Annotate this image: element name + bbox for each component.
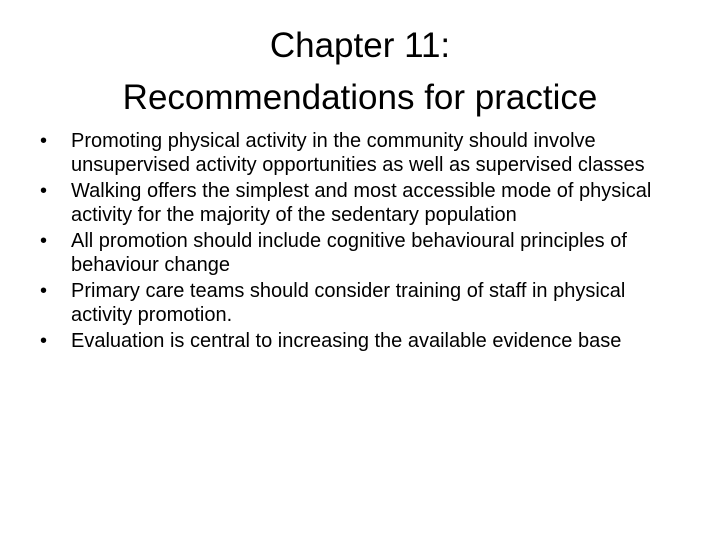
bullet-dot-icon: •	[40, 330, 48, 352]
slide-title	[36, 20, 684, 124]
bullet-text: Promoting physical activity in the community should involve unsupervised activity opportunities as well as supervised classes	[71, 130, 645, 176]
bullet-item	[36, 329, 686, 353]
bullet-text: Walking offers the simplest and most accessible mode of physical activity for the majority of the sedentary population	[71, 180, 652, 226]
bullet-dot-icon: •	[40, 280, 48, 302]
title-line-2: Recommendations for practice	[122, 78, 598, 117]
bullet-text: All promotion should include cognitive behavioural principles of behaviour change	[71, 230, 627, 276]
bullet-text: Evaluation is central to increasing the available evidence base	[71, 330, 622, 352]
bullet-dot-icon: •	[40, 230, 48, 252]
bullet-item	[36, 129, 686, 177]
bullet-dot-icon: •	[40, 130, 48, 152]
bullet-item	[36, 279, 686, 327]
bullet-list	[36, 129, 686, 355]
bullet-item	[36, 229, 686, 277]
bullet-dot-icon: •	[40, 180, 48, 202]
bullet-item	[36, 179, 686, 227]
title-line-1: Chapter 11:	[269, 26, 451, 65]
bullet-text: Primary care teams should consider training of staff in physical activity promotion.	[71, 280, 626, 326]
